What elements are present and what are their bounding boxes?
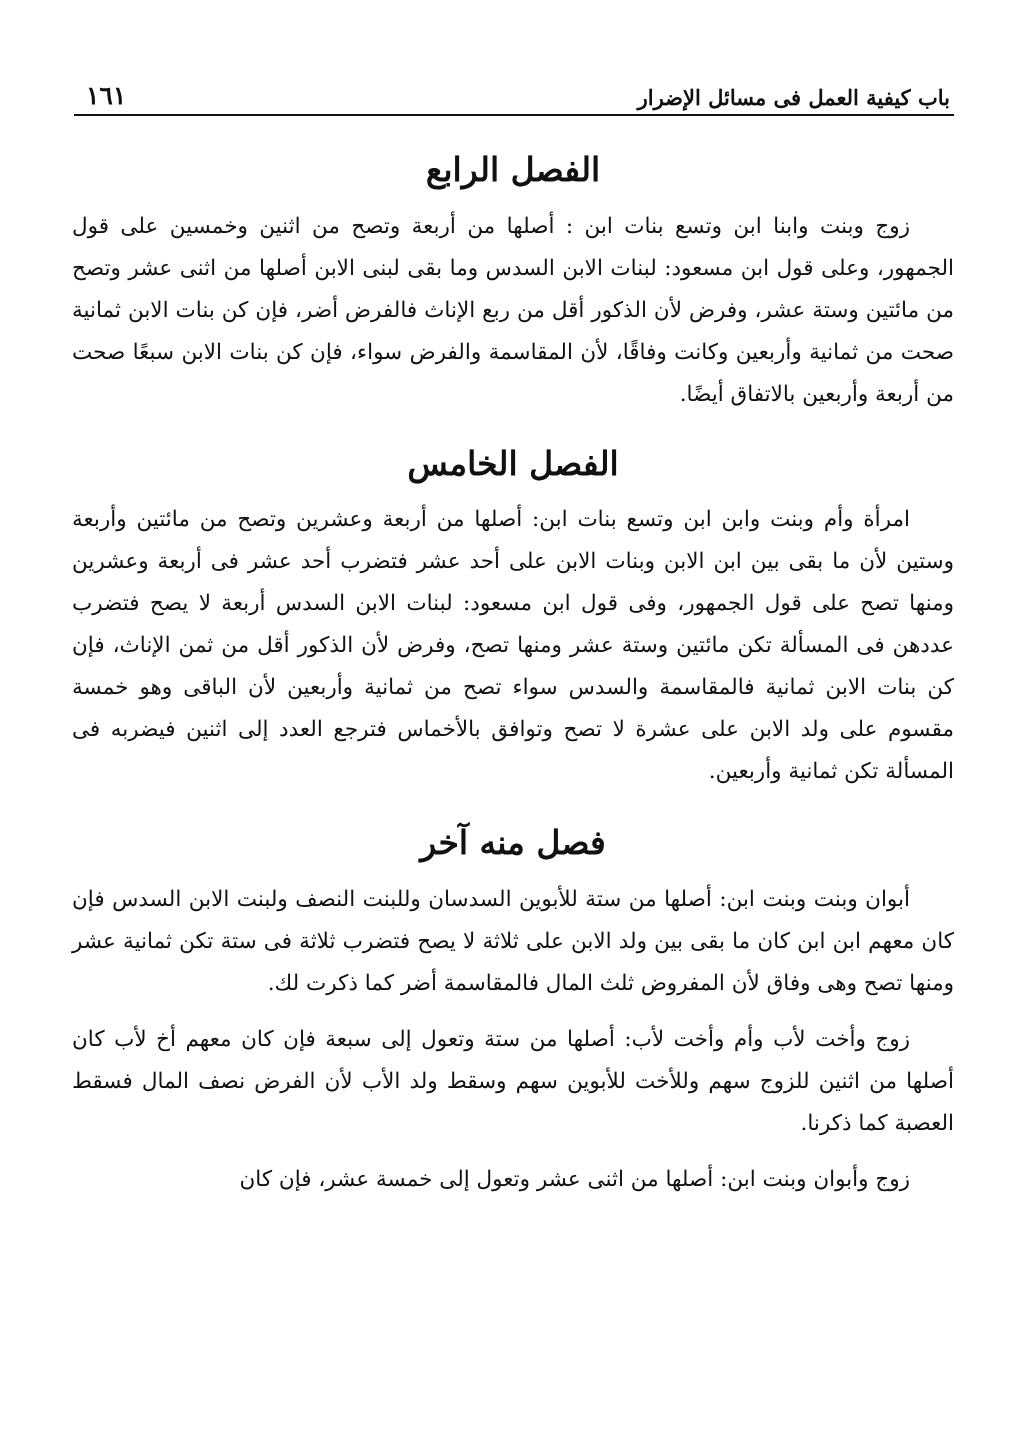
paragraph-another-chapter-1: أبوان وبنت وبنت ابن: أصلها من ستة للأبوين السدسان وللبنت النصف ولبنت الابن السدس فإن كان معهم ابن ابن كان ما بقى بين ولد الابن على ثلاثة لا يصح فتضرب ثلاثة فى ستة تكن ثمانية عشر ومنها تصح وهى وفاق لأن المفروض ثلث المال فالمقاسمة أضر كما ذكرت لك. xyxy=(72,886,954,996)
running-header xyxy=(74,78,954,116)
running-title: باب كيفية العمل فى مسائل الإضرار xyxy=(637,85,950,110)
section-title-fifth-chapter: الفصل الخامس xyxy=(407,443,619,483)
section-title-fourth-chapter: الفصل الرابع xyxy=(425,150,601,189)
paragraph-another-chapter-2: زوج وأخت لأب وأم وأخت لأب: أصلها من ستة وتعول إلى سبعة فإن كان معهم أخ لأب كان أصلها من اثنين للزوج سهم وللأخت للأبوين سهم وسقط ولد الأب لأن الفرض نصف المال فسقط العصبة كما ذكرنا. xyxy=(72,1026,954,1136)
paragraph-fifth-chapter: امرأة وأم وبنت وابن ابن وتسع بنات ابن: أصلها من أربعة وعشرين وتصح من مائتين وأربعة وستين لأن ما بقى بين ابن الابن وبنات الابن على أحد عشر فتضرب أحد عشر فى أربعة وعشرين ومنها تصح على قول الجمهور، وفى قول ابن مسعود: لبنات الابن السدس أربعة لا يصح فتضرب عددهن فى المسألة تكن مائتين وستة عشر ومنها تصح، وفرض لأن الذكور أقل من ثمن الإناث، فإن كن بنات الابن ثمانية فالمقاسمة والسدس سواء تصح من ثمانية وأربعين لأن الباقى وهو خمسة مقسوم على ولد الابن على عشرة لا تصح وتوافق بالأخماس فترجع العدد إلى اثنين فيضربه فى المسألة تكن ثمانية وأربعين. xyxy=(72,507,954,785)
page-number: ١٦١ xyxy=(86,81,127,110)
section-title-another-chapter: فصل منه آخر xyxy=(420,823,606,863)
paragraph-fourth-chapter: زوج وبنت وابنا ابن وتسع بنات ابن : أصلها من أربعة وتصح من اثنين وخمسين على قول الجمهور، وعلى قول ابن مسعود: لبنات الابن السدس وما بقى لبنى الابن أصلها من اثنى عشر وتصح من مائتين وستة عشر، وفرض لأن الذكور أقل من ربع الإناث فالفرض أضر، فإن كن بنات الابن ثمانية صحت من ثمانية وأربعين وكانت وفاقًا، لأن المقاسمة والفرض سواء، فإن كن بنات الابن سبعًا صحت من أربعة وأربعين بالاتفاق أيضًا. xyxy=(72,213,954,407)
paragraph-another-chapter-3: زوج وأبوان وبنت ابن: أصلها من اثنى عشر وتعول إلى خمسة عشر، فإن كان xyxy=(239,1166,910,1192)
